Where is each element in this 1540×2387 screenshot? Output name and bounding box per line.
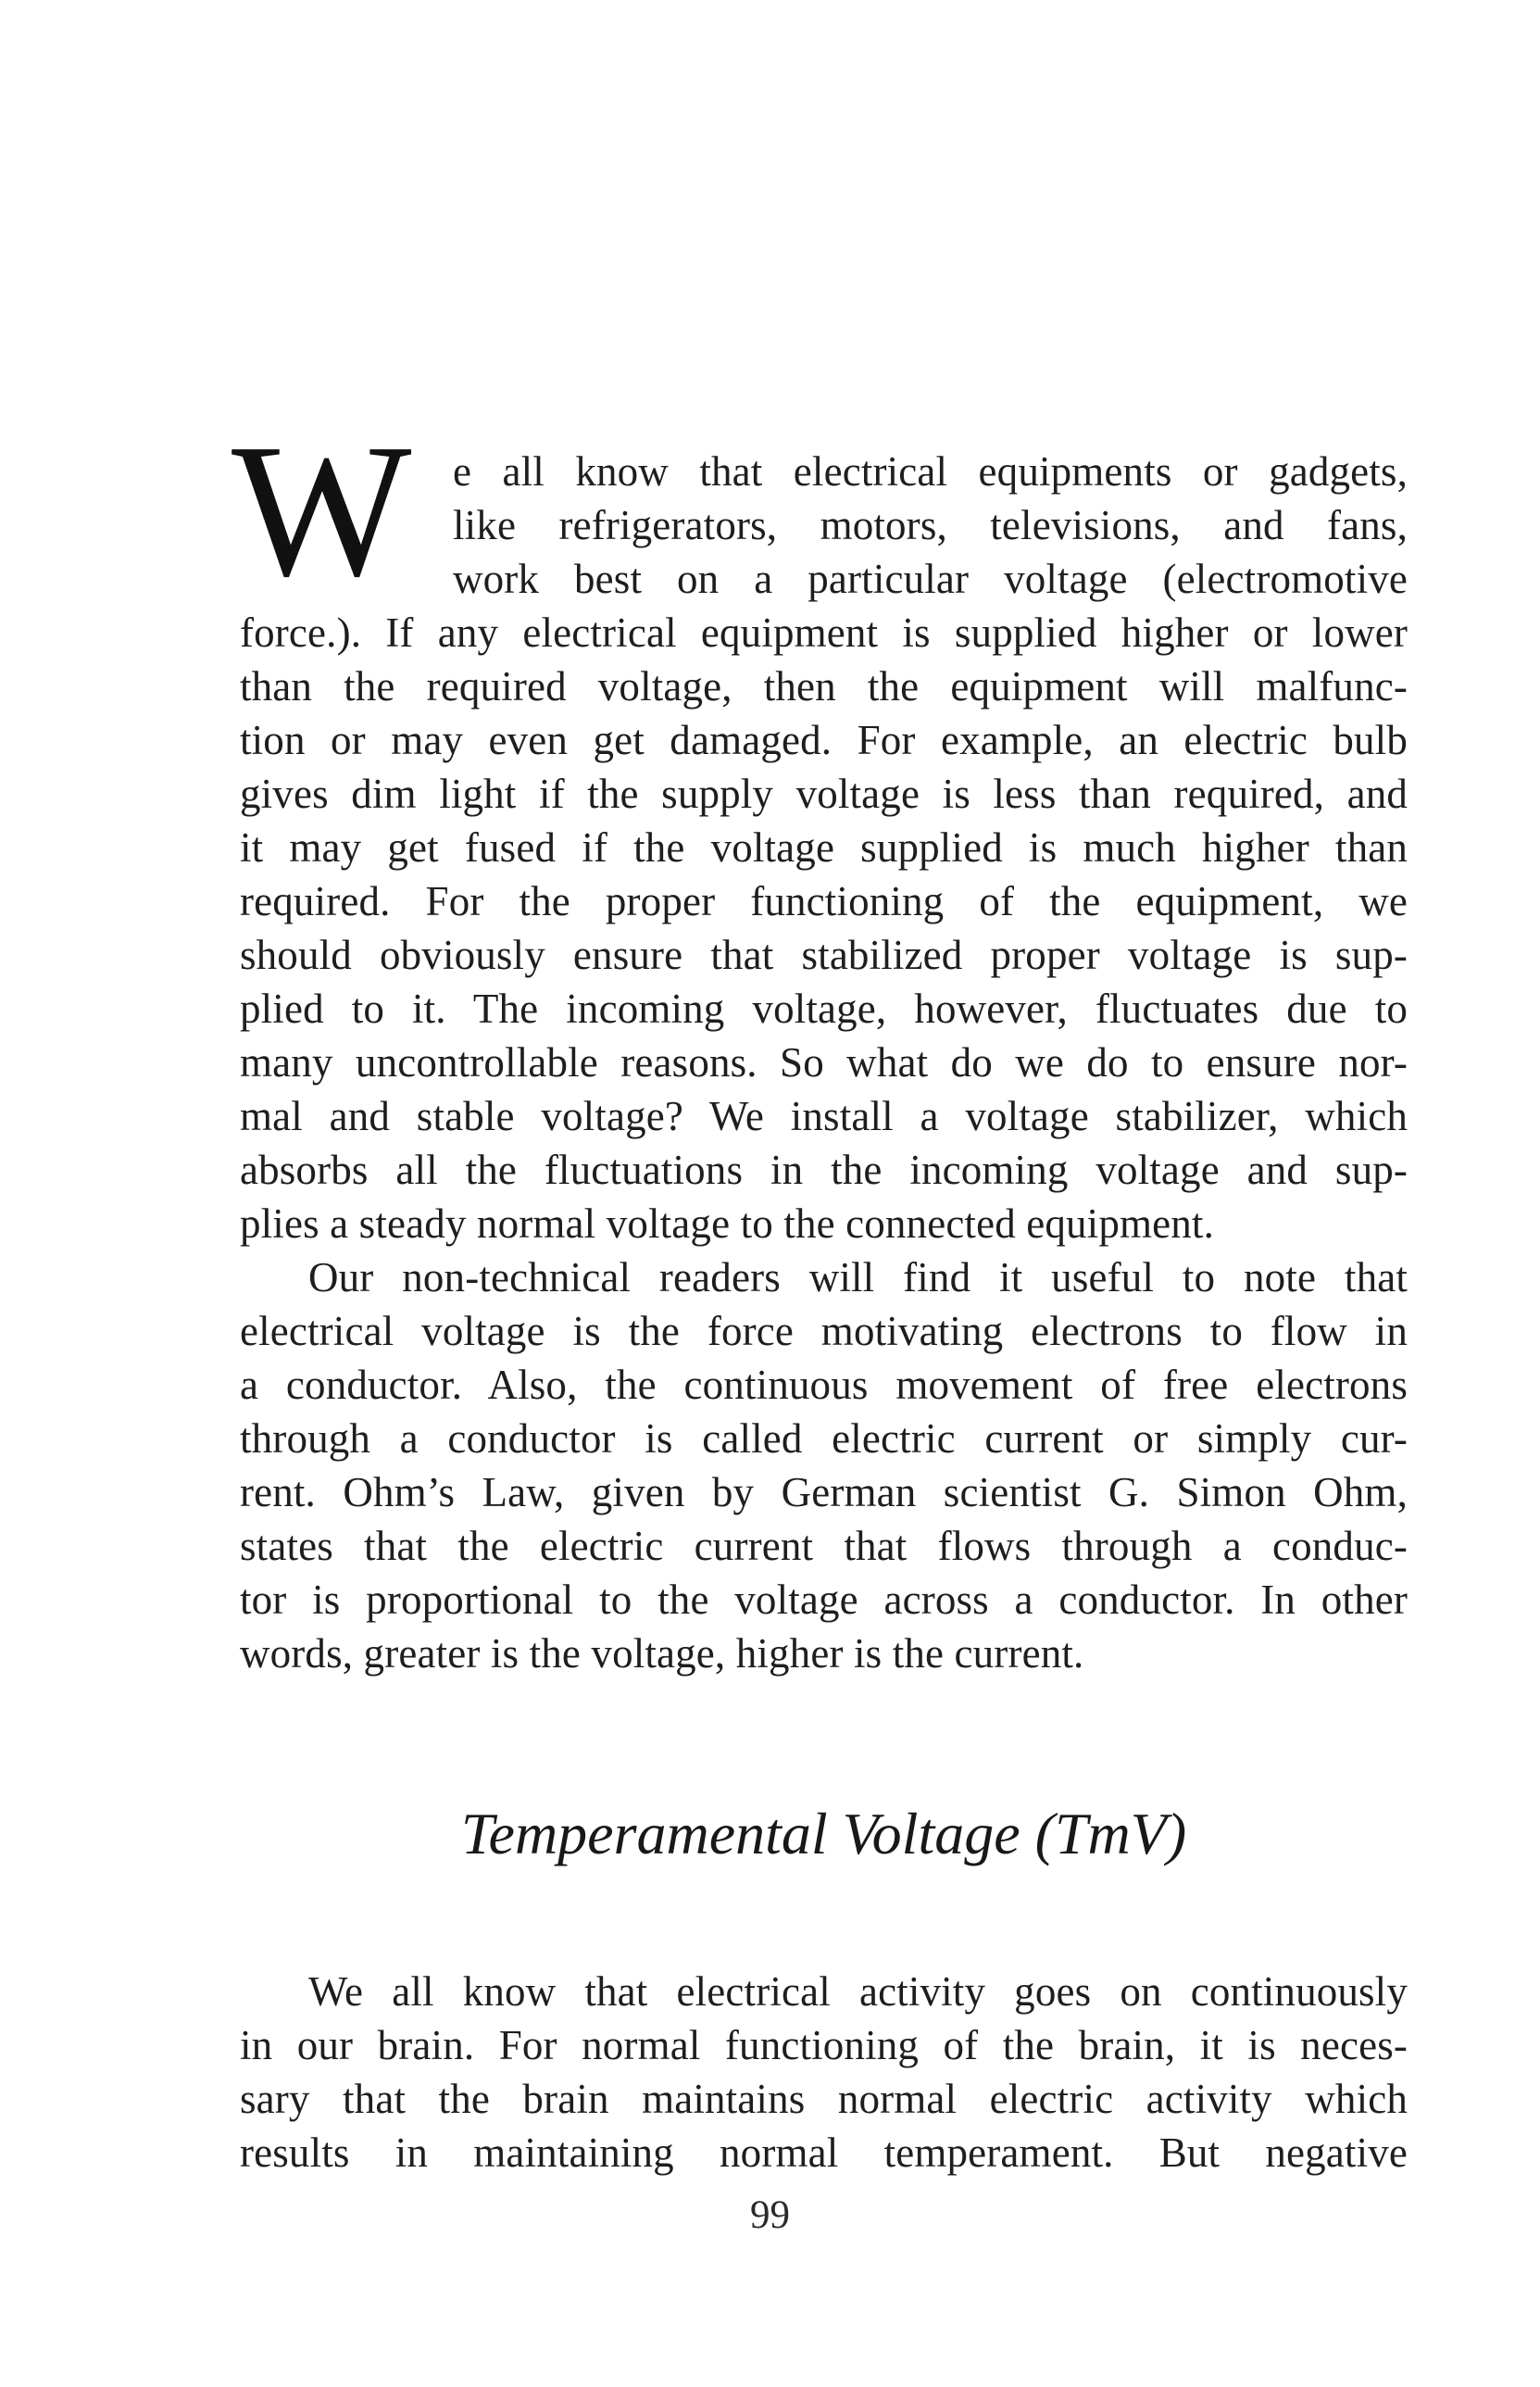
text-line: rent. Ohm’s Law, given by German scientist G. Simon Ohm, — [240, 1469, 1408, 1515]
text-line: gives dim light if the supply voltage is less than required, and — [240, 771, 1408, 817]
text-line: words, greater is the voltage, higher is the current. — [240, 1630, 1084, 1677]
text-line: We all know that electrical activity goes on continuously — [308, 1968, 1408, 2015]
text-line: absorbs all the fluctuations in the incoming voltage and sup- — [240, 1147, 1408, 1193]
text-line: states that the electric current that flows through a conduc- — [240, 1523, 1408, 1569]
text-line: tor is proportional to the voltage across a conductor. In other — [240, 1577, 1408, 1623]
text-line: mal and stable voltage? We install a voltage stabilizer, which — [240, 1093, 1408, 1139]
text-line: like refrigerators, motors, televisions, and fans, — [453, 502, 1408, 548]
text-line: e all know that electrical equipments or gadgets, — [453, 448, 1408, 495]
page-number: 99 — [750, 2193, 790, 2237]
text-line: a conductor. Also, the continuous movement of free electrons — [240, 1362, 1408, 1408]
text-line: many uncontrollable reasons. So what do we do to ensure nor- — [240, 1039, 1408, 1086]
text-line: in our brain. For normal functioning of the brain, it is neces- — [240, 2022, 1408, 2068]
text-line: than the required voltage, then the equipment will malfunc- — [240, 663, 1408, 710]
section-heading: Temperamental Voltage (TmV) — [460, 1801, 1187, 1866]
text-line: it may get fused if the voltage supplied is much higher than — [240, 824, 1408, 871]
text-line: work best on a particular voltage (electromotive — [453, 556, 1408, 602]
drop-cap: W — [232, 404, 408, 616]
text-line: plied to it. The incoming voltage, however, fluctuates due to — [240, 986, 1408, 1032]
text-line: force.). If any electrical equipment is supplied higher or lower — [240, 609, 1408, 656]
text-line: plies a steady normal voltage to the connected equipment. — [240, 1200, 1214, 1247]
text-line: should obviously ensure that stabilized proper voltage is sup- — [240, 932, 1408, 978]
text-line: electrical voltage is the force motivating electrons to flow in — [240, 1308, 1408, 1354]
text-line: tion or may even get damaged. For example, an electric bulb — [240, 717, 1408, 763]
text-line: sary that the brain maintains normal electric activity which — [240, 2076, 1408, 2122]
text-line: through a conductor is called electric current or simply cur- — [240, 1415, 1408, 1462]
text-line: Our non-technical readers will find it useful to note that — [308, 1254, 1408, 1300]
text-line: required. For the proper functioning of the equipment, we — [240, 878, 1408, 924]
text-line: results in maintaining normal temperament. But negative — [240, 2129, 1408, 2176]
